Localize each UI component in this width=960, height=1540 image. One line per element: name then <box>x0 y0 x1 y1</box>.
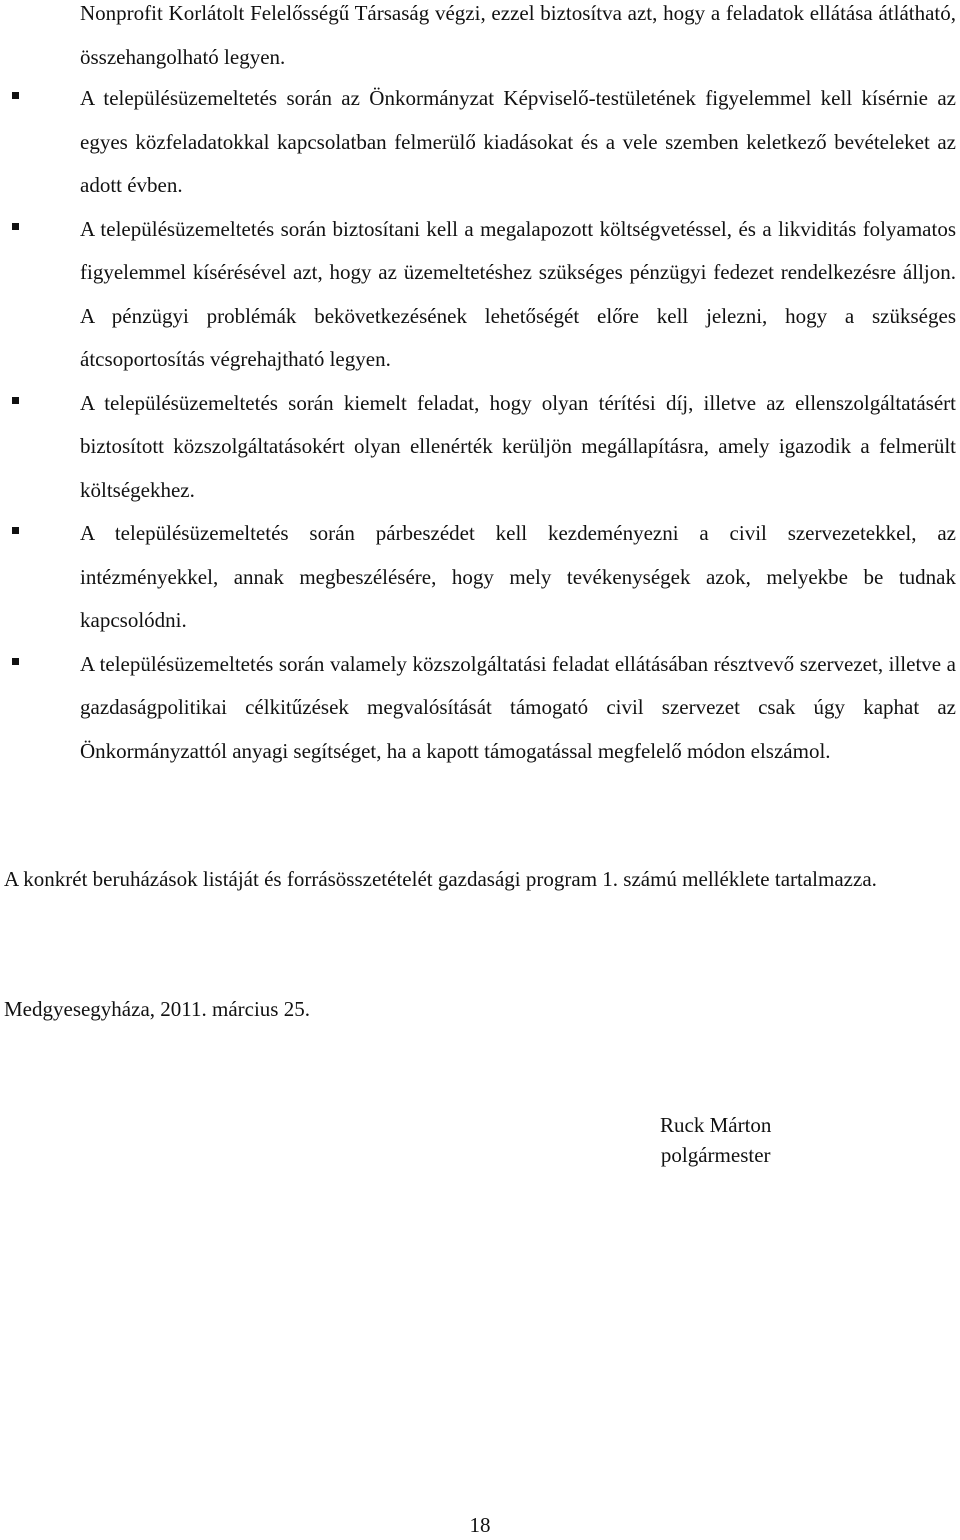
list-item <box>0 208 956 382</box>
square-bullet-icon <box>12 223 19 230</box>
list-item-text: A településüzemeltetés során kiemelt feladat, hogy olyan térítési díj, illetve az ellenszolgáltatásért biztosított közszolgáltatásokért olyan ellenérték kerüljön megállapításra, amely igazodik a felmerült költségekhez. <box>80 390 956 502</box>
closing-paragraph: A konkrét beruházások listáját és forrásösszetételét gazdasági program 1. számú melléklete tartalmazza. <box>4 867 877 891</box>
signatory-title: polgármester <box>660 1143 771 1167</box>
list-item <box>0 643 956 774</box>
list-item-text: A településüzemeltetés során az Önkormányzat Képviselő-testületének figyelemmel kell kísérnie az egyes közfeladatokkal kapcsolatban felmerülő kiadásokat és a vele szemben keletkező bevételeket az adott évben. <box>80 86 956 197</box>
bullet-list <box>0 77 956 773</box>
square-bullet-icon <box>12 527 19 534</box>
signature-block <box>660 1110 771 1170</box>
signatory-name: Ruck Márton <box>660 1113 772 1137</box>
list-item-text: A településüzemeltetés során párbeszédet kell kezdeményezni a civil szervezetekkel, az intézményekkel, annak megbeszélésére, hogy mely tevékenységek azok, melyekbe be tudnak kapcsolódni. <box>80 521 956 632</box>
list-item <box>0 512 956 643</box>
place-and-date: Medgyesegyháza, 2011. március 25. <box>4 997 310 1021</box>
square-bullet-icon <box>12 658 19 665</box>
list-item <box>0 382 956 513</box>
square-bullet-icon <box>12 397 19 404</box>
square-bullet-icon <box>12 92 19 99</box>
list-item <box>0 77 956 208</box>
continuation-paragraph: Nonprofit Korlátolt Felelősségű Társaság végzi, ezzel biztosítva azt, hogy a feladatok ellátása átlátható, összehangolható legyen. <box>80 1 956 69</box>
list-item-text: A településüzemeltetés során biztosítani kell a megalapozott költségvetéssel, és a likviditás folyamatos figyelemmel kísérésével azt, hogy az üzemeltetéshez szükséges pénzügyi fedezet rendelkezésre álljon. A pénzügyi problémák bekövetkezésének lehetőségét előre kell jelezni, hogy a szükséges átcsoportosítás végrehajtható legyen. <box>80 216 956 371</box>
page-number: 18 <box>469 1513 491 1537</box>
list-item-text: A településüzemeltetés során valamely közszolgáltatási feladat ellátásában résztvevő szervezet, illetve a gazdaságpolitikai célkitűzések megvalósítását támogató civil szervezet csak úgy kaphat az Önkormányzattól anyagi segítséget, ha a kapott támogatással megfelelő módon elszámol. <box>80 651 956 763</box>
